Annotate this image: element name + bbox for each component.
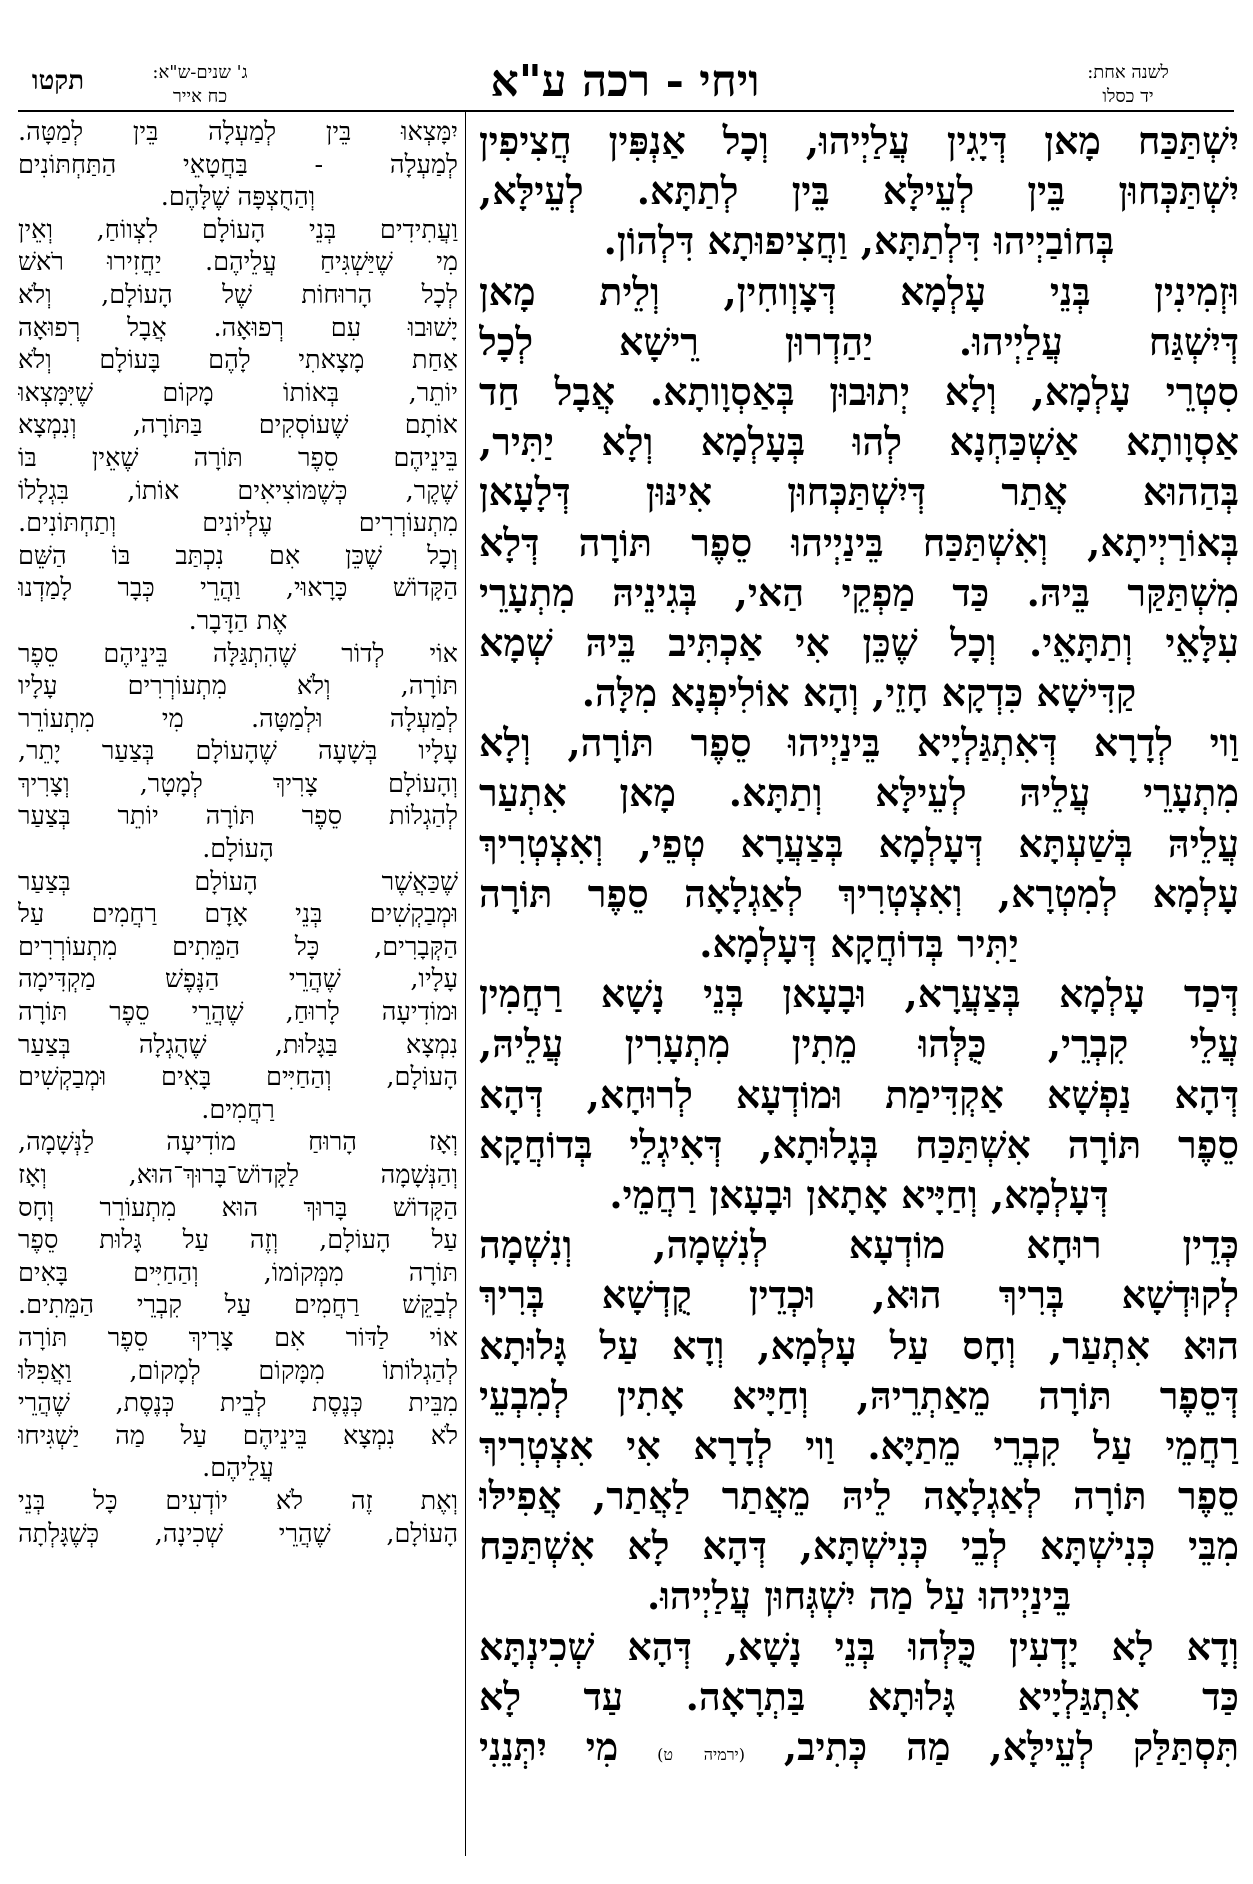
translation-line: רַחֲמִים. [201, 1094, 275, 1125]
translation-line: לְמַעְלָה - בַּחֲטָאֵי הַתַּחְתּוֹנִים [18, 149, 458, 180]
translation-line: לְכָל הָרוּחוֹת שֶׁל הָעוֹלָם, וְלֹא [18, 279, 458, 310]
main-text-line: דְּהָא נַפְשָׁא אַקְדִּימַת וּמוֹדְעָא לְרוּחָא, דְּהָא [479, 1071, 1239, 1117]
translation-line: וְהַנְּשָׁמָה לַקָּדוֹשׁ־בָּרוּךְ־הוּא, וְאָז [18, 1160, 458, 1190]
main-text-line [479, 1722, 1239, 1772]
translation-line: וְאָז הָרוּחַ מוֹדִיעָה לַנְּשָׁמָה, [18, 1127, 458, 1158]
translation-line: לֹא נִמְצָא בֵּינֵיהֶם עַל מַה יַשְׁגִּיחוּ [18, 1420, 458, 1451]
translation-line: נִמְצָא בַּגָּלוּת, שֶׁהֻגְלָה בְּצַעַר [18, 1029, 458, 1060]
translation-line: וְכָל שֶׁכֵּן אִם נִכְתַּב בּוֹ הַשֵּׁם [18, 540, 458, 571]
translation-line: הָעוֹלָם, וְהַחַיִּים בָּאִים וּמְבַקְשִׁים [18, 1062, 458, 1093]
translation-line: אֶת הַדָּבָר. [188, 605, 288, 636]
main-text-line: בְּהַהוּא אֲתַר דְּיִשְׁתַּכְּחוּן אִינּוּן דְּלָעָאן [479, 469, 1239, 515]
translation-line: וְאֶת זֶה לֹא יוֹדְעִים כָּל בְּנֵי [18, 1485, 458, 1516]
translation-line: תּוֹרָה, וְלֹא מִתְעוֹרְרִים עָלָיו [18, 671, 458, 702]
translation-line: לְהַגְלוֹת סֵפֶר תּוֹרָה יוֹתֵר בְּצַעַר [18, 801, 458, 832]
main-text-line: דְּעָלְמָא, וְחַיָּיא אָתָאן וּבָעָאן רַחֲמֵי. [609, 1171, 1109, 1217]
header-one-year-date: יד כסלו [1102, 86, 1154, 107]
translation-line: לְהַגְלוֹתוֹ מִמָּקוֹם לְמָקוֹם, וַאֲפִלּוּ [18, 1355, 458, 1386]
main-text-line: וּזְמִינִין בְּנֵי עָלְמָא דְּצָוְוחִין, וְלֵית מָאן [479, 268, 1239, 314]
main-text-line: יִשְׁתַּכְּחוּן בֵּין לְעֵילָּא בֵּין לְתַתָּא. לְעֵילָּא, [479, 168, 1239, 214]
translation-line: הַקָּדוֹשׁ כָּרָאוּי, וַהֲרֵי כְּבָר לָמַדְנוּ [18, 573, 458, 604]
header-one-year-label: לשנה אחת: [1087, 62, 1169, 83]
translation-line: וַעֲתִידִים בְּנֵי הָעוֹלָם לִצְווֹחַ, וְאֵין [18, 214, 458, 245]
translation-line: עָלָיו, שֶׁהֲרֵי הַנֶּפֶשׁ מַקְדִּימָה [18, 964, 458, 995]
main-text-line: סֵפֶר תּוֹרָה לְאַגְלָאָה לֵיהּ מֵאֲתַר לַאֲתַר, אֲפִילּוּ [479, 1473, 1239, 1519]
main-text-line: בְּחוֹבַיְיהוּ דִּלְתַתָּא, וַחֲצִיפוּתָא דִּלְהוֹן. [603, 218, 1115, 264]
translation-line: שֶׁכַּאֲשֶׁר הָעוֹלָם בְּצַעַר [18, 866, 458, 897]
main-text-line: הוּא אִתְעַר, וְחָס עַל עָלְמָא, וְדָא עַל גָּלוּתָא [479, 1322, 1239, 1368]
main-text-line: אַסְוָותָא אַשְׁכַּחְנָא לְהוּ בְּעָלְמָא וְלָא יַתִּיר, [479, 419, 1239, 465]
translation-line: יִמָּצְאוּ בֵּין לְמַעְלָה בֵּין לְמַטָּה. [18, 117, 458, 147]
verse-reference: (ירמיה ט) [657, 1745, 745, 1764]
translation-line: עָלָיו בְּשָׁעָה שֶׁהָעוֹלָם בְּצַעַר יָתֵר, [18, 736, 458, 767]
header-rule [18, 110, 1234, 112]
main-text-line: עָלְמָא לְמִטְרָא, וְאִצְטְרִיךְ לְאַגְלָאָה סֵפֶר תּוֹרָה [479, 870, 1239, 916]
main-text-line: עֲלֵי קִבְרֵי, כֻּלְּהוּ מֵתִין מִתְעָרִין עֲלֵיהּ, [479, 1021, 1239, 1067]
main-text-line: קַדִּישָׁא כִּדְקָא חָזֵי, וְהָא אוֹלִיפְנָא מִלָּה. [581, 670, 1137, 716]
main-text-line: יִשְׁתַּכַּח מָאן דְּיָגִין עֲלַיְיהוּ, וְכָל אַנְפִּין חֲצִיפִין [479, 118, 1239, 163]
main-text-fragment: מִי יִתְּנֵנִי [479, 1724, 619, 1769]
translation-line: בֵּינֵיהֶם סֵפֶר תּוֹרָה שֶׁאֵין בּוֹ [18, 442, 458, 473]
translation-line: מִבֵּית כְּנֶסֶת לְבֵית כְּנֶסֶת, שֶׁהֲרֵי [18, 1388, 458, 1419]
main-text-line: מִתְעָרֵי עֲלֵיהּ לְעֵילָּא וְתַתָּא. מָאן אִתְעַר [479, 770, 1239, 816]
main-text-line: דְּכַד עָלְמָא בְּצַעֲרָא, וּבָעָאן בְּנֵי נָשָׁא רַחֲמִין [479, 971, 1239, 1017]
main-text-line: כְּדֵין רוּחָא מוֹדְעָא לְנִשְׁמָה, וְנִשְׁמָה [479, 1222, 1239, 1268]
translation-line: מִי שֶׁיַּשְׁגִּיחַ עֲלֵיהֶם. יַחֲזִירוּ רֹאשׁ [18, 247, 458, 278]
translation-line: וְהָעוֹלָם צָרִיךְ לְמָטָר, וְצָרִיךְ [18, 768, 458, 799]
translation-line: תּוֹרָה מִמְּקוֹמוֹ, וְהַחַיִּים בָּאִים [18, 1257, 458, 1288]
header-three-year-date: כח אייר [172, 86, 228, 107]
translation-line: יוֹתֵר, בְּאוֹתוֹ מָקוֹם שֶׁיִּמָּצְאוּ [18, 377, 458, 408]
main-text-line: סִטְרֵי עָלְמָא, וְלָא יְתוּבוּן בְּאַסְוָותָא. אֲבָל חַד [479, 368, 1239, 414]
main-text-line: לְקוּדְשָׁא בְּרִיךְ הוּא, וּכְדֵין קֻדְשָׁא בְּרִיךְ [479, 1272, 1239, 1318]
main-text-line: בְּאוֹרַיְיתָא, וְאִשְׁתַּכַּח בֵּינַיְיהוּ סֵפֶר תּוֹרָה דְּלָא [479, 519, 1239, 565]
main-text-line: מִשְׁתַּקַּר בֵּיהּ. כַּד מַפְקֵי הַאי, בְּגִינֵיהּ מִתְעָרֵי [479, 569, 1239, 615]
main-text-line: בֵּינַיְיהוּ עַל מַה יִשְׁגְּחוּן עֲלַיְיהוּ. [646, 1573, 1072, 1619]
translation-line: וְהַחֻצְפָּה שֶׁלָּהֶם. [160, 182, 316, 213]
translation-line: אוֹי לְדוֹר שֶׁהִתְגַּלָּה בֵּינֵיהֶם סֵפֶר [18, 638, 458, 669]
main-text-line: סֵפֶר תּוֹרָה אִשְׁתַּכַּח בְּגָלוּתָא, דְּאִיגְלֵי בְּדוֹחֲקָא [479, 1121, 1239, 1167]
main-text-line: מִבֵּי כְּנִישְׁתָּא לְבֵי כְּנִישְׁתָּא, דְּהָא לָא אִשְׁתַּכַּח [479, 1523, 1239, 1569]
page-number: תקטו [31, 66, 85, 96]
page-title: ויחי - רכה ע"א [490, 56, 760, 107]
translation-line: אוֹי לַדּוֹר אִם צָרִיךְ סֵפֶר תּוֹרָה [18, 1322, 458, 1353]
main-text-line: עֲלֵיהּ בְּשַׁעְתָּא דְּעָלְמָא בְּצַעֲרָא טְפֵי, וְאִצְטְרִיךְ [479, 820, 1239, 866]
translation-line: עַל הָעוֹלָם, וְזֶה עַל גָּלוּת סֵפֶר [18, 1225, 458, 1256]
translation-line: יָשׁוּבוּ עִם רְפוּאָה. אֲבָל רְפוּאָה [18, 312, 458, 343]
main-text-line: רַחֲמֵי עַל קִבְרֵי מֵתַיָּא. וַוי לְדָרָא אִי אִצְטְרִיךְ [479, 1422, 1239, 1468]
main-text-line: יַתִּיר בְּדוֹחֲקָא דְּעָלְמָא. [699, 921, 1019, 966]
translation-line: אוֹתָם שֶׁעוֹסְקִים בַּתּוֹרָה, וְנִמְצָא [18, 410, 458, 441]
translation-line: לְמַעְלָה וּלְמַטָּה. מִי מִתְעוֹרֵר [18, 703, 458, 734]
translation-line: שֶׁקֶר, כְּשֶׁמּוֹצִיאִים אוֹתוֹ, בִּגְלָלוֹ [18, 475, 458, 506]
main-text-fragment: תִּסְתַּלַּק לְעֵילָּא, מַה כְּתִיב, [783, 1724, 1239, 1769]
translation-line: אַחַת מָצָאתִי לָהֶם בָּעוֹלָם וְלֹא [18, 345, 458, 376]
running-header [0, 0, 1253, 110]
main-text-line: עִלָּאֵי וְתַתָּאֵי. וְכָל שֶׁכֵּן אִי אַכְתִּיב בֵּיהּ שְׁמָא [479, 619, 1239, 665]
translation-line: מִתְעוֹרְרִים עֶלְיוֹנִים וְתַחְתּוֹנִים. [18, 508, 458, 539]
translation-line: הַקָּדוֹשׁ בָּרוּךְ הוּא מִתְעוֹרֵר וְחָס [18, 1192, 458, 1223]
translation-line: הָעוֹלָם, שֶׁהֲרֵי שְׁכִינָה, כְּשֶׁגָּלְתָה [18, 1518, 458, 1549]
main-text-column [479, 116, 1239, 1856]
main-text-line: כַּד אִתְגַּלְיָיא גָּלוּתָא בַּתְרָאָה. עַד לָא [479, 1673, 1239, 1719]
main-text-line: דְּיִשְׁגַּח עֲלַיְיהוּ. יַהַדְרוּן רֵישָׁא לְכָל [479, 318, 1239, 364]
header-three-year-label: ג' שנים-ש"א: [152, 62, 248, 83]
translation-line: לְבַקֵּשׁ רַחֲמִים עַל קִבְרֵי הַמֵּתִים. [18, 1290, 458, 1321]
translation-column [18, 116, 458, 1856]
translation-line: עֲלֵיהֶם. [202, 1453, 274, 1484]
translation-line: וּמוֹדִיעָה לָרוּחַ, שֶׁהֲרֵי סֵפֶר תּוֹרָה [18, 997, 458, 1028]
column-divider [465, 112, 466, 1856]
main-text-line: וְדָא לָא יָדְעִין כֻּלְּהוּ בְּנֵי נָשָׁא, דְּהָא שְׁכִינְתָּא [479, 1623, 1239, 1669]
main-text-line: דְּסֵפֶר תּוֹרָה מֵאַתְרֵיהּ, וְחַיָּיא אָתִין לְמִבְעֵי [479, 1372, 1239, 1418]
translation-line: הָעוֹלָם. [202, 834, 274, 865]
translation-line: וּמְבַקְשִׁים בְּנֵי אָדָם רַחֲמִים עַל [18, 899, 458, 930]
translation-line: הַקְּבָרִים, כָּל הַמֵּתִים מִתְעוֹרְרִים [18, 931, 458, 962]
main-text-line: וַוי לְדָרָא דְּאִתְגַּלְיָיא בֵּינַיְיהוּ סֵפֶר תּוֹרָה, וְלָא [479, 720, 1239, 766]
